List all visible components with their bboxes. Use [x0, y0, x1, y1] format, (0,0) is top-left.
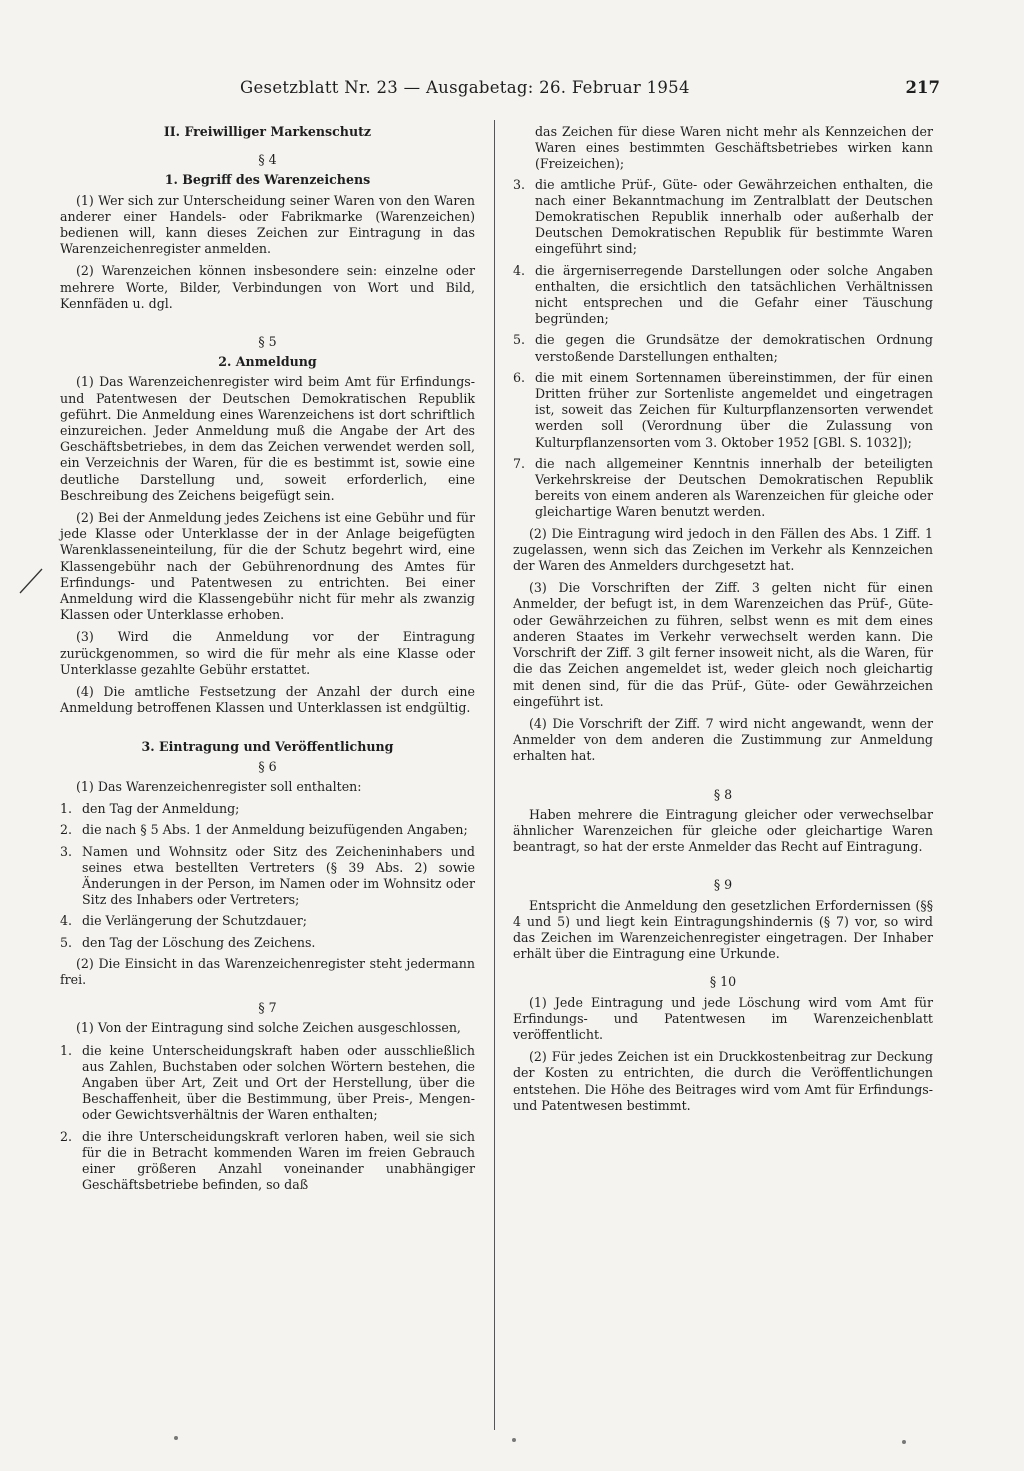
list-item-number: 1.: [60, 801, 73, 817]
list-item-number: 7.: [513, 455, 526, 471]
paragraph: Entspricht die Anmeldung den gesetzlichen Erfordernissen (§§ 4 und 5) und liegt kein Eintragungshindernis (§ 7) vor, so wird das Zeichen im Warenzeichenregister eingetragen. Der Inhaber erhält über die Eintragung eine Urkunde.: [513, 897, 933, 962]
list-item-text: Namen und Wohnsitz oder Sitz des Zeicheninhabers und seines etwa bestellten Vertreters (§ 39 Abs. 2) sowie Änderungen in der Person, im Namen oder im Wohnsitz oder Sitz des Inhabers oder Vertreters;: [82, 843, 475, 908]
section-5-number: § 5: [258, 334, 277, 350]
page-header: [60, 78, 940, 104]
list-item: [60, 801, 475, 817]
section-9-number: § 9: [713, 877, 733, 893]
list-item-number: 6.: [513, 369, 526, 385]
paragraph: (1) Wer sich zur Unterscheidung seiner Waren von den Waren anderer einer Handels- oder Fabrikmarke (Warenzeichen) bedienen will, kann dieses Zeichen zur Eintragung in das Warenzeichenregister anmelden.: [60, 192, 475, 257]
list-item-number: 2.: [60, 822, 73, 838]
list-item-text: die gegen die Grundsätze der demokratischen Ordnung verstoßende Darstellungen enthalten;: [535, 332, 933, 364]
section-4-number: § 4: [258, 152, 277, 168]
paragraph: Haben mehrere die Eintragung gleicher oder verwechselbar ähnlicher Warenzeichen für gleiche oder gleichartige Waren beantragt, so hat der erste Anmelder das Recht auf Eintragung.: [513, 806, 933, 855]
paragraph: (2) Die Eintragung wird jedoch in den Fällen des Abs. 1 Ziff. 1 zugelassen, wenn sich das Zeichen im Verkehr als Kennzeichen der Waren des Anmelders durchgesetzt hat.: [513, 525, 933, 574]
list-item: [513, 370, 933, 451]
right-column: [513, 124, 933, 1120]
margin-pen-mark: [16, 566, 46, 596]
list-item: [60, 913, 475, 929]
paragraph: (4) Die Vorschrift der Ziff. 7 wird nicht angewandt, wenn der Anmelder von dem anderen die Zustimmung zur Anmeldung erhalten hat.: [513, 715, 933, 764]
section-8-number: § 8: [713, 786, 733, 802]
list-item-number: 4.: [60, 913, 73, 929]
list-item-number: 5.: [60, 934, 73, 950]
list-item-number: 3.: [60, 843, 73, 859]
list-item-number: 1.: [60, 1042, 73, 1058]
paragraph: (3) Die Vorschriften der Ziff. 3 gelten nicht für einen Anmelder, der befugt ist, in dem Warenzeichen das Prüf-, Güte- oder Gewährzeichen zu führen, selbst wenn es mit dem eines anderen Staates im Verkehr verwechselt werden kann. Die Vorschrift der Ziff. 3 gilt ferner insoweit nicht, als die Waren, für die das Zeichen angemeldet ist, weder gleich noch gleichartig mit denen sind, für die das Prüf-, Güte- oder Gewährzeichen eingeführt ist.: [513, 580, 933, 709]
paragraph: (3) Wird die Anmeldung vor der Eintragung zurückgenommen, so wird die für mehr als eine Klasse oder Unterklasse gezahlte Gebühr erstattet.: [60, 629, 475, 677]
list-item: [60, 822, 475, 838]
list-item: [60, 935, 475, 951]
paragraph: (2) Für jedes Zeichen ist ein Druckkostenbeitrag zur Deckung der Kosten zu entrichten, die durch die Veröffentlichungen entstehen. Die Höhe des Beitrages wird vom Amt für Erfindungs- und Patentwesen bestimmt.: [513, 1049, 933, 1113]
print-speck: [174, 1436, 178, 1440]
list-item-number: 2.: [60, 1128, 73, 1144]
list-item-text: die ärgerniserregende Darstellungen oder solche Angaben enthalten, die ersichtlich den tatsächlichen Verhältnissen nicht entsprechen und die Gefahr einer Täuschung begründen;: [535, 262, 933, 327]
list-item: [513, 332, 933, 364]
section-10-number: § 10: [709, 974, 737, 990]
paragraph: (2) Bei der Anmeldung jedes Zeichens ist eine Gebühr und für jede Klasse oder Unterklasse der in der Anlage beigefügten Warenklasseneinteilung, für die der Schutz begehrt wird, eine Klassengebühr nach der Gebührenordnung des Amtes für Erfindungs- und Patentwesen zu entrichten. Bei einer Anmeldung wird die Klassengebühr nicht für mehr als zwanzig Klassen oder Unterklasse erhoben.: [60, 510, 475, 623]
list-item: [513, 263, 933, 328]
column-divider: [494, 120, 495, 1430]
list-item: [513, 456, 933, 521]
paragraph: (1) Von der Eintragung sind solche Zeichen ausgeschlossen,: [76, 1020, 461, 1036]
paragraph: (1) Das Warenzeichenregister soll enthalten:: [76, 778, 362, 794]
list-item: [513, 177, 933, 258]
section-6-heading: 3. Eintragung und Veröffentlichung: [141, 738, 394, 754]
paragraph: (1) Jede Eintragung und jede Löschung wird vom Amt für Erfindungs- und Patentwesen im Warenzeichenblatt veröffentlicht.: [513, 994, 933, 1042]
list-item-number: 4.: [513, 262, 526, 278]
list-item-text: die ihre Unterscheidungskraft verloren haben, weil sie sich für die in Betracht kommenden Waren im freien Gebrauch einer größeren Anzahl voneinander unabhängiger Geschäftsbetriebe befinden, so daß: [82, 1128, 475, 1193]
paragraph: (2) Warenzeichen können insbesondere sein: einzelne oder mehrere Worte, Bilder, Verbindungen von Wort und Bild, Kennfäden u. dgl.: [60, 263, 475, 311]
list-item-text: die Verlängerung der Schutzdauer;: [82, 913, 307, 929]
section-6-number: § 6: [258, 758, 277, 774]
part-heading: II. Freiwilliger Markenschutz: [163, 124, 372, 139]
list-item-text: den Tag der Löschung des Zeichens.: [82, 934, 316, 950]
paragraph: (1) Das Warenzeichenregister wird beim Amt für Erfindungs- und Patentwesen der Deutschen Demokratischen Republik geführt. Die Anmeldung eines Warenzeichens ist dort schriftlich einzureichen. Jeder Anmeldung muß die Angabe der Art des Geschäftsbetriebes, in dem das Zeichen verwendet werden soll, ein Verzeichnis der Waren, für die es bestimmt ist, sowie eine deutliche Darstellung und, soweit erforderlich, eine Beschreibung des Zeichens beigefügt sein.: [60, 374, 475, 503]
paragraph: (2) Die Einsicht in das Warenzeichenregister steht jedermann frei.: [60, 955, 475, 987]
section-5-heading: 2. Anmeldung: [218, 354, 317, 370]
list-item: [60, 1129, 475, 1194]
section-4-heading: 1. Begriff des Warenzeichens: [164, 172, 371, 188]
paragraph: (4) Die amtliche Festsetzung der Anzahl der durch eine Anmeldung betroffenen Klassen und Unterklassen ist endgültig.: [60, 684, 475, 716]
page-number: 217: [905, 78, 940, 97]
list-item-text: die keine Unterscheidungskraft haben oder ausschließlich aus Zahlen, Buchstaben oder solchen Wörtern bestehen, die Angaben über Art, Zeit und Ort der Herstellung, über die Beschaffenheit, über die Bestimmung, über Preis-, Mengen- oder Gewichtsverhältnis der Waren enthalten;: [82, 1042, 475, 1123]
list-item: [60, 844, 475, 909]
continuation-text: das Zeichen für diese Waren nicht mehr als Kennzeichen der Waren eines bestimmten Geschäftsbetriebes wirken kann (Freizeichen);: [535, 124, 933, 172]
left-column: [60, 124, 475, 1198]
list-item-text: die amtliche Prüf-, Güte- oder Gewährzeichen enthalten, die nach einer Bekanntmachung im Zentralblatt der Deutschen Demokratischen Republik innerhalb oder außerhalb der Deutschen Demokratischen Republik für bestimmte Waren eingeführt sind;: [535, 176, 933, 257]
list-item-number: 5.: [513, 332, 526, 348]
print-speck: [512, 1438, 516, 1442]
list-item-text: die nach § 5 Abs. 1 der Anmeldung beizufügenden Angaben;: [82, 822, 468, 838]
list-item-text: die nach allgemeiner Kenntnis innerhalb der beteiligten Verkehrskreise der Deutschen Demokratischen Republik bereits von einem anderen als Warenzeichen für gleiche oder gleichartige Waren benutzt werden.: [535, 455, 933, 520]
list-item-text: die mit einem Sortennamen übereinstimmen, der für einen Dritten früher zur Sortenliste angemeldet und eingetragen ist, soweit das Zeichen für Kulturpflanzensorten verwendet werden soll (Verordnung über die Zulassung von Kulturpflanzensorten vom 3. Oktober 1952 [GBl. S. 1032]);: [535, 369, 933, 450]
list-item-text: den Tag der Anmeldung;: [82, 801, 240, 817]
print-speck: [902, 1440, 906, 1444]
header-title: Gesetzblatt Nr. 23 — Ausgabetag: 26. Februar 1954: [240, 78, 690, 97]
list-item-number: 3.: [513, 176, 526, 192]
list-item: [60, 1043, 475, 1124]
section-7-number: § 7: [258, 1000, 277, 1016]
